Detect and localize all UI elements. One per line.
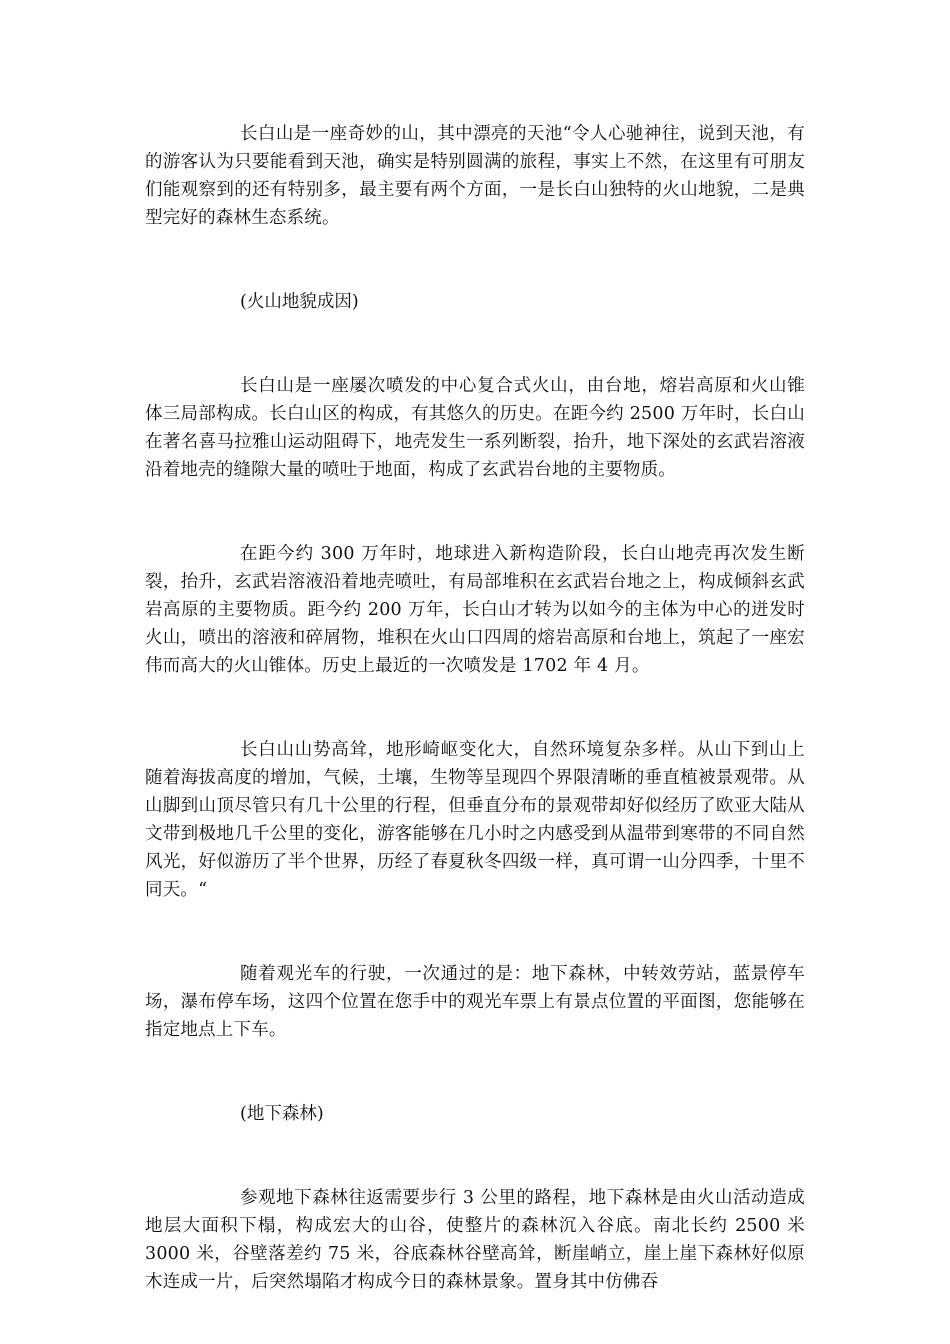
paragraph-intro: 长白山是一座奇妙的山，其中漂亮的天池“令人心驰神往，说到天池，有的游客认为只要能看到天池，确实是特别圆满的旅程，事实上不然，在这里有可朋友们能观察到的还有特别多，最主要有两个方面，一是长白山独特的火山地貌，二是典型完好的森林生态系统。 <box>145 124 805 228</box>
paragraph-volcano-structure: 长白山是一座屡次喷发的中心复合式火山，由台地，熔岩高原和火山锥体三局部构成。长白山区的构成，有其悠久的历史。在距今约 2500 万年时，长白山在著名喜马拉雅山运动阻碍下，地壳发生一系列断裂，抬升，地下深处的玄武岩溶液沿着地壳的缝隙大量的喷吐于地面，构成了玄武岩台地的主要物质。 <box>145 376 805 480</box>
paragraph-sightseeing-bus: 随着观光车的行驶，一次通过的是：地下森林，中转效劳站，蓝景停车场，瀑布停车场，这四个位置在您手中的观光车票上有景点位置的平面图，您能够在指定地点上下车。 <box>145 964 805 1040</box>
paragraph-volcano-history: 在距今约 300 万年时，地球进入新构造阶段，长白山地壳再次发生断裂，抬升，玄武岩溶液沿着地壳喷吐，有局部堆积在玄武岩台地之上，构成倾斜玄武岩高原的主要物质。距今约 200 万年，长白山才转为以如今的主体为中心的迸发时火山，喷出的溶液和碎屑物，堆积在火山口四周的熔岩高原和台地上，筑起了一座宏伟而高大的火山锥体。历史上最近的一次喷发是 1702 年 4 月。 <box>145 544 805 676</box>
section-heading-underground-forest: (地下森林) <box>240 1104 324 1124</box>
section-heading-volcanic-landform: (火山地貌成因) <box>240 292 359 312</box>
document-body <box>145 120 805 1296</box>
paragraph-vertical-zones: 长白山山势高耸，地形崎岖变化大，自然环境复杂多样。从山下到山上随着海拔高度的增加，气候，土壤，生物等呈现四个界限清晰的垂直植被景观带。从山脚到山顶尽管只有几十公里的行程，但垂直分布的景观带却好似经历了欧亚大陆从文带到极地几千公里的变化，游客能够在几小时之内感受到从温带到寒带的不同自然风光，好似游历了半个世界，历经了春夏秋冬四级一样，真可谓一山分四季，十里不同天。“ <box>145 740 805 900</box>
paragraph-underground-forest: 参观地下森林往返需要步行 3 公里的路程，地下森林是由火山活动造成地层大面积下榻，构成宏大的山谷，使整片的森林沉入谷底。南北长约 2500 米 3000 米，谷壁落差约 75 米，谷底森林谷壁高耸，断崖峭立，崖上崖下森林好似原木连成一片，后突然塌陷才构成今日的森林景象。置身其中仿佛吞 <box>145 1188 805 1292</box>
